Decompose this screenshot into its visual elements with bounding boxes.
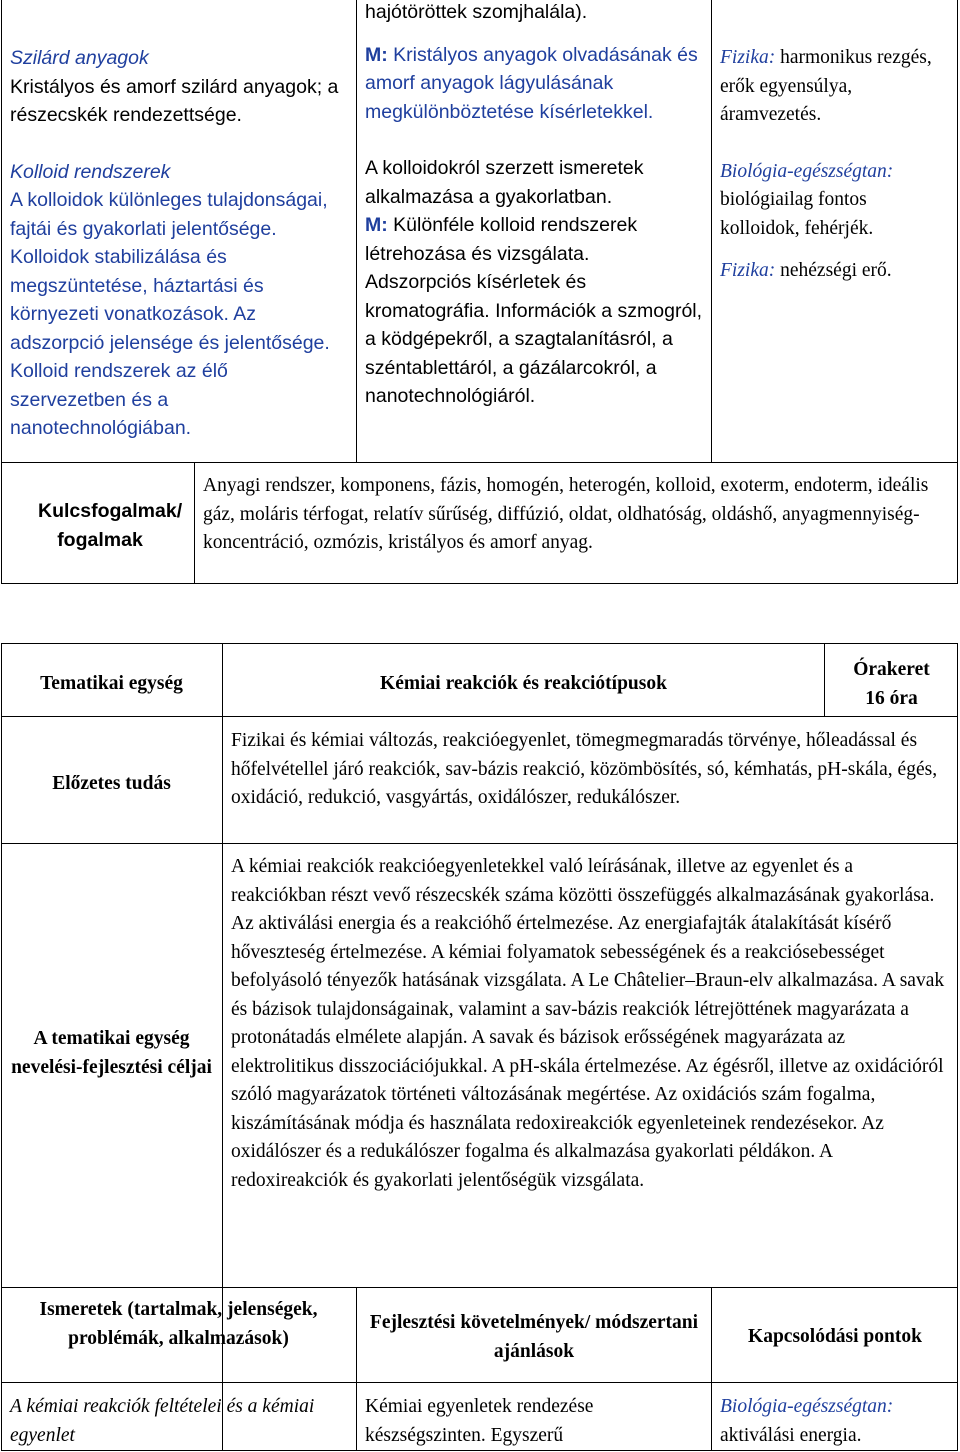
fizika1-text: harmonikus rezgés, erők egyensúlya, áramvezetés. xyxy=(720,47,932,125)
col2-m1 xyxy=(365,41,703,127)
m1-label: M: xyxy=(365,43,388,66)
col2-p3 xyxy=(365,268,703,411)
kulcsfogalmak-label: Kulcsfogalmak/ fogalmak xyxy=(38,500,183,551)
kolloid-body-a: A kolloidok különleges tulajdonságai, fajtái és gyakorlati jelentősége. xyxy=(10,189,328,240)
col2-m2 xyxy=(365,211,703,268)
col3-biologia xyxy=(720,158,950,244)
kolloid-title: Kolloid rendszerek xyxy=(10,160,171,183)
fizika2-label: Fizika: xyxy=(720,260,776,281)
col3-fizika1 xyxy=(720,44,950,130)
kulcsfogalmak-text: Anyagi rendszer, komponens, fázis, homogén, heterogén, kolloid, exoterm, endoterm, ideális gáz, moláris térfogat, relatív sűrűség, diffúzió, oldat, oldhatóság, oldáshő, anyagmennyiség-koncentráció, ozmózis, kristályos és amorf anyag. xyxy=(203,475,929,553)
szilard-anyagok-title: Szilárd anyagok xyxy=(10,47,149,69)
orakeret xyxy=(825,656,958,713)
row1-ismeretek: A kémiai reakciók feltételei és a kémiai egyenlet xyxy=(10,1396,315,1446)
celjai-label: A tematikai egység nevelési-fejlesztési céljai xyxy=(11,1028,212,1078)
kolloid-body-b: Kolloidok stabilizálása és megszüntetése, háztartási és környezeti vonatkozások. xyxy=(10,246,264,325)
row1-fejlesztesi: Kémiai egyenletek rendezése készségszinten. Egyszerű xyxy=(365,1396,594,1446)
col2-p2: A kolloidokról szerzett ismeretek alkalmazása a gyakorlatban. xyxy=(365,157,644,208)
szilard-anyagok-body: Kristályos és amorf szilárd anyagok; a részecskék rendezettsége. xyxy=(10,75,339,126)
m2-label: M: xyxy=(365,214,388,236)
header-fejlesztesi: Fejlesztési követelmények/ módszertani ajánlások xyxy=(369,1312,699,1362)
orakeret-value: 16 óra xyxy=(865,687,918,709)
m2-text: Különféle kolloid rendszerek létrehozása és vizsgálata. xyxy=(365,214,638,265)
kolloid-body-c: Az adszorpció jelensége és jelentősége. xyxy=(10,303,330,354)
elozetes-tudas-text: Fizikai és kémiai változás, reakcióegyenlet, tömegmegmaradás törvénye, hőleadással és hőfelvétellel járó reakciók, sav-bázis reakció, közömbösítés, só, kémhatás, pH-skála, égés, oxidáció, redukció, vasgyártás, oxidálószer, redukálószer. xyxy=(231,730,938,808)
kolloid-body xyxy=(10,186,348,443)
tematikai-egyseg-label: Tematikai egység xyxy=(40,673,183,694)
header-kapcsolodasi: Kapcsolódási pontok xyxy=(748,1326,922,1347)
tematikai-egyseg-title: Kémiai reakciók és reakciótípusok xyxy=(380,673,667,694)
biologia1-text: biológiailag fontos kolloidok, fehérjék. xyxy=(720,189,874,239)
elozetes-tudas-label: Előzetes tudás xyxy=(52,773,171,794)
orakeret-label: Órakeret xyxy=(853,659,930,680)
r1-biologia-label: Biológia-egészségtan: xyxy=(720,1396,894,1417)
top-col2 xyxy=(357,1,711,411)
top-col1 xyxy=(2,44,356,443)
top-col3 xyxy=(712,44,958,286)
header-ismeretek: Ismeretek (tartalmak, jelenségek, problémák, alkalmazások) xyxy=(39,1299,318,1349)
fizika2-text: nehézségi erő. xyxy=(780,260,892,281)
kolloid-body-d: Kolloid rendszerek az élő szervezetben és a nanotechnológiában. xyxy=(10,360,228,439)
col3-fizika2 xyxy=(720,257,950,286)
p3a: Adszorpciós kísérletek és kromatográfia. xyxy=(365,271,587,322)
biologia1-label: Biológia-egészségtan: xyxy=(720,160,894,182)
m1-text: Kristályos anyagok olvadásának és amorf anyagok lágyulásának megkülönböztetése kísérletekkel. xyxy=(365,43,698,123)
celjai-text: A kémiai reakciók reakcióegyenletekkel való leírásának, illetve az egyenlet és a reakciókban részt vevő részecskék száma közötti összefüggés alkalmazásának gyakorlása. Az aktiválási energia és a reakcióhő értelmezése. Az energiafajták átalakítását kísérő hőveszteség értelmezése. A kémiai folyamatok sebességének és a reakciósebességet befolyásoló tényezők hatásának vizsgálata. A Le Châtelier–Braun-elv alkalmazása. A savak és bázisok tulajdonságainak, valamint a sav-bázis reakciók létrejöttének magyarázata a protonátadás elmélete alapján. A savak és bázisok erősségének magyarázata az elektrolitikus disszociációjukkal. A pH-skála értelmezése. Az égésről, illetve az oxidációról szóló magyarázatok történeti változásának megértése. Az oxidációs szám fogalma, kiszámításának módja és használata redoxireakciók egyenleteinek rendezésekor. Az oxidálószer és a redukálószer fogalma és alkalmazása gyakorlati példákon. A redoxireakciók és gyakorlati jelentőségük vizsgálata. xyxy=(231,856,945,1191)
r1-biologia-text: aktiválási energia. xyxy=(720,1424,862,1446)
row1-kapcsolodasi xyxy=(712,1393,958,1450)
fizika1-label: Fizika: xyxy=(720,47,776,68)
col2-line0: hajótöröttek szomjhalála). xyxy=(365,1,588,23)
p3b: Információk a szmogról, a ködgépekről, a szagtalanításról, a széntablettáról, a gázálarcokról, a nanotechnológiáról. xyxy=(365,299,703,407)
